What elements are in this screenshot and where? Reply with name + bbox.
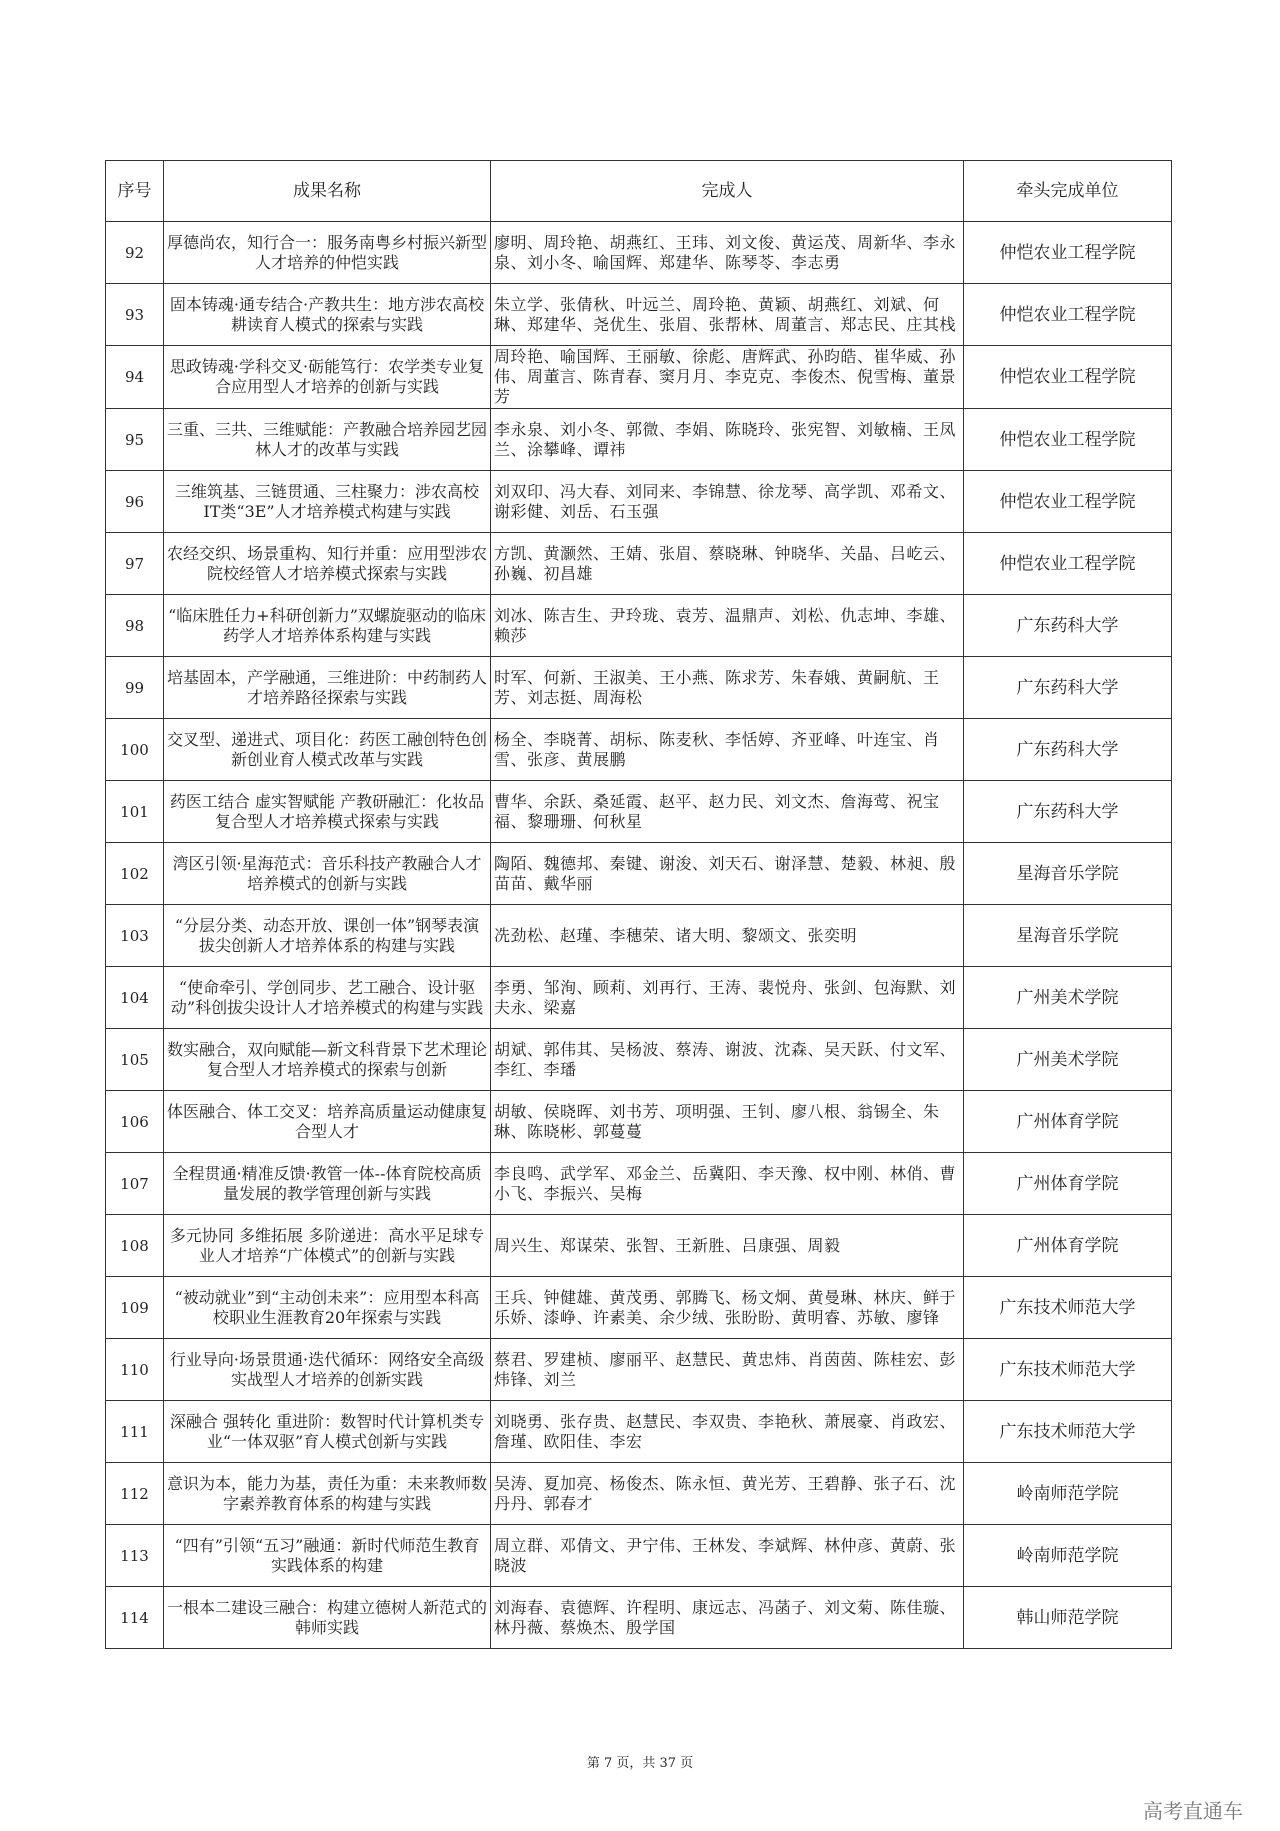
row-unit: 仲恺农业工程学院 — [964, 346, 1172, 409]
table-row — [106, 1525, 1172, 1587]
row-title: 全程贯通·精准反馈·教管一体--体育院校高质量发展的教学管理创新与实践 — [164, 1153, 491, 1215]
row-unit: 星海音乐学院 — [964, 843, 1172, 905]
row-people: 李永泉、刘小冬、郭微、李娟、陈晓玲、张宪智、刘敏楠、王凤兰、涂攀峰、谭祎 — [491, 409, 964, 471]
row-people: 蔡君、罗建桢、廖丽平、赵慧民、黄忠炜、肖茵茵、陈桂宏、彭炜锋、刘兰 — [491, 1339, 964, 1401]
row-title: “分层分类、动态开放、课创一体”钢琴表演拔尖创新人才培养体系的构建与实践 — [164, 905, 491, 967]
table-row — [106, 1339, 1172, 1401]
table-row — [106, 905, 1172, 967]
table-row — [106, 346, 1172, 409]
row-unit: 星海音乐学院 — [964, 905, 1172, 967]
row-people: 周玲艳、喻国辉、王丽敏、徐彪、唐辉武、孙昀皓、崔华威、孙伟、周董言、陈青春、窦月月、李克克、李俊杰、倪雪梅、董景芳 — [491, 346, 964, 409]
row-num: 104 — [106, 967, 164, 1029]
row-people: 曹华、余跃、桑延霞、赵平、赵力民、刘文杰、詹海莺、祝宝福、黎珊珊、何秋星 — [491, 781, 964, 843]
row-people: 陶陌、魏德邦、秦键、谢浚、刘天石、谢泽慧、楚毅、林昶、殷苗苗、戴华丽 — [491, 843, 964, 905]
table-row — [106, 1153, 1172, 1215]
row-title: 多元协同 多维拓展 多阶递进：高水平足球专业人才培养“广体模式”的创新与实践 — [164, 1215, 491, 1277]
row-unit: 广州体育学院 — [964, 1215, 1172, 1277]
row-num: 113 — [106, 1525, 164, 1587]
row-unit: 仲恺农业工程学院 — [964, 284, 1172, 346]
row-title: 行业导向·场景贯通·迭代循环：网络安全高级实战型人才培养的创新实践 — [164, 1339, 491, 1401]
row-title: 数实融合，双向赋能—新文科背景下艺术理论复合型人才培养模式的探索与创新 — [164, 1029, 491, 1091]
table-row — [106, 409, 1172, 471]
row-num: 111 — [106, 1401, 164, 1463]
table-header-row — [106, 161, 1172, 222]
row-unit: 广东技术师范大学 — [964, 1277, 1172, 1339]
achievements-table — [105, 160, 1172, 1649]
row-people: 周兴生、郑谋荣、张智、王新胜、吕康强、周毅 — [491, 1215, 964, 1277]
table-row — [106, 284, 1172, 346]
row-unit: 韩山师范学院 — [964, 1587, 1172, 1649]
row-num: 97 — [106, 533, 164, 595]
row-title: 固本铸魂·通专结合·产教共生：地方涉农高校耕读育人模式的探索与实践 — [164, 284, 491, 346]
table-row — [106, 1091, 1172, 1153]
row-people: 李勇、邹洵、顾莉、刘再行、王涛、裴悦舟、张剑、包海默、刘夫永、梁嘉 — [491, 967, 964, 1029]
row-num: 106 — [106, 1091, 164, 1153]
row-title: 药医工结合 虚实智赋能 产教研融汇：化妆品复合型人才培养模式探索与实践 — [164, 781, 491, 843]
row-title: 厚德尚农，知行合一：服务南粤乡村振兴新型人才培养的仲恺实践 — [164, 222, 491, 284]
row-people: 刘海春、袁德辉、许程明、康远志、冯菡子、刘文菊、陈佳璇、林丹薇、蔡焕杰、殷学国 — [491, 1587, 964, 1649]
row-num: 95 — [106, 409, 164, 471]
row-title: 交叉型、递进式、项目化：药医工融创特色创新创业育人模式改革与实践 — [164, 719, 491, 781]
watermark: 高考直通车 — [1143, 1799, 1243, 1823]
row-title: “临床胜任力+科研创新力”双螺旋驱动的临床药学人才培养体系构建与实践 — [164, 595, 491, 657]
table-row — [106, 1029, 1172, 1091]
row-title: 三维筑基、三链贯通、三柱聚力：涉农高校IT类“3E”人才培养模式构建与实践 — [164, 471, 491, 533]
row-unit: 广东药科大学 — [964, 781, 1172, 843]
row-people: 方凯、黄灏然、王婧、张眉、蔡晓琳、钟晓华、关晶、吕屹云、孙巍、初昌雄 — [491, 533, 964, 595]
row-unit: 仲恺农业工程学院 — [964, 409, 1172, 471]
table-row — [106, 657, 1172, 719]
table-row — [106, 1587, 1172, 1649]
row-num: 93 — [106, 284, 164, 346]
row-num: 99 — [106, 657, 164, 719]
row-title: 农经交织、场景重构、知行并重：应用型涉农院校经管人才培养模式探索与实践 — [164, 533, 491, 595]
row-title: “四有”引领“五习”融通：新时代师范生教育实践体系的构建 — [164, 1525, 491, 1587]
row-people: 时军、何新、王淑美、王小燕、陈求芳、朱春娥、黄嗣航、王芳、刘志挺、周海松 — [491, 657, 964, 719]
row-unit: 广东药科大学 — [964, 595, 1172, 657]
header-num: 序号 — [106, 161, 164, 222]
table-row — [106, 1215, 1172, 1277]
row-num: 94 — [106, 346, 164, 409]
row-num: 105 — [106, 1029, 164, 1091]
row-title: 体医融合、体工交叉：培养高质量运动健康复合型人才 — [164, 1091, 491, 1153]
row-title: 思政铸魂·学科交叉·砺能笃行：农学类专业复合应用型人才培养的创新与实践 — [164, 346, 491, 409]
row-title: 深融合 强转化 重进阶：数智时代计算机类专业“一体双驱”育人模式创新与实践 — [164, 1401, 491, 1463]
row-title: 培基固本，产学融通，三维进阶：中药制药人才培养路径探索与实践 — [164, 657, 491, 719]
page-number: 第 7 页，共 37 页 — [586, 1756, 694, 1771]
row-people: 朱立学、张倩秋、叶远兰、周玲艳、黄颖、胡燕红、刘斌、何琳、郑建华、尧优生、张眉、张帮林、周董言、郑志民、庄其栈 — [491, 284, 964, 346]
table-row — [106, 719, 1172, 781]
table-row — [106, 595, 1172, 657]
row-people: 刘晓勇、张存贵、赵慧民、李双贵、李艳秋、萧展豪、肖政宏、詹瑾、欧阳佳、李宏 — [491, 1401, 964, 1463]
row-title: 三重、三共、三维赋能：产教融合培养园艺园林人才的改革与实践 — [164, 409, 491, 471]
row-num: 98 — [106, 595, 164, 657]
row-people: 刘双印、冯大春、刘同来、李锦慧、徐龙琴、高学凯、邓希文、谢彩健、刘岳、石玉强 — [491, 471, 964, 533]
row-num: 102 — [106, 843, 164, 905]
row-title: “使命牵引、学创同步、艺工融合、设计驱动”科创拔尖设计人才培养模式的构建与实践 — [164, 967, 491, 1029]
row-people: 王兵、钟健雄、黄茂勇、郭腾飞、杨文炯、黄曼琳、林庆、鲜于乐娇、漆峥、许素美、余少绒、张盼盼、黄明睿、苏敏、廖锋 — [491, 1277, 964, 1339]
header-unit: 牵头完成单位 — [964, 161, 1172, 222]
row-unit: 广东技术师范大学 — [964, 1339, 1172, 1401]
table-row — [106, 1277, 1172, 1339]
row-num: 110 — [106, 1339, 164, 1401]
row-people: 杨全、李晓菁、胡标、陈麦秋、李恬婷、齐亚峰、叶连宝、肖雪、张彦、黄展鹏 — [491, 719, 964, 781]
table-row — [106, 1463, 1172, 1525]
row-num: 103 — [106, 905, 164, 967]
row-num: 100 — [106, 719, 164, 781]
row-unit: 广州美术学院 — [964, 967, 1172, 1029]
header-title: 成果名称 — [164, 161, 491, 222]
row-num: 108 — [106, 1215, 164, 1277]
row-title: 一根本二建设三融合：构建立德树人新范式的韩师实践 — [164, 1587, 491, 1649]
row-unit: 广东技术师范大学 — [964, 1401, 1172, 1463]
row-people: 廖明、周玲艳、胡燕红、王玮、刘文俊、黄运茂、周新华、李永泉、刘小冬、喻国辉、郑建华、陈琴苓、李志勇 — [491, 222, 964, 284]
row-unit: 岭南师范学院 — [964, 1525, 1172, 1587]
table-row — [106, 533, 1172, 595]
row-people: 刘冰、陈吉生、尹玲珑、袁芳、温鼎声、刘松、仇志坤、李雄、赖莎 — [491, 595, 964, 657]
row-people: 胡敏、侯晓晖、刘书芳、项明强、王钊、廖八根、翁锡全、朱琳、陈晓彬、郭蔓蔓 — [491, 1091, 964, 1153]
table-row — [106, 781, 1172, 843]
row-title: 湾区引领·星海范式：音乐科技产教融合人才培养模式的创新与实践 — [164, 843, 491, 905]
table-row — [106, 967, 1172, 1029]
row-num: 114 — [106, 1587, 164, 1649]
row-num: 112 — [106, 1463, 164, 1525]
row-people: 胡斌、郭伟其、吴杨波、蔡涛、谢波、沈森、吴天跃、付文军、李红、李璠 — [491, 1029, 964, 1091]
row-num: 107 — [106, 1153, 164, 1215]
row-unit: 仲恺农业工程学院 — [964, 471, 1172, 533]
header-people: 完成人 — [491, 161, 964, 222]
row-unit: 广州体育学院 — [964, 1091, 1172, 1153]
row-unit: 广州美术学院 — [964, 1029, 1172, 1091]
table-row — [106, 222, 1172, 284]
row-unit: 岭南师范学院 — [964, 1463, 1172, 1525]
row-people: 吴涛、夏加亮、杨俊杰、陈永恒、黄光芳、王碧静、张子石、沈丹丹、郭春才 — [491, 1463, 964, 1525]
row-unit: 广东药科大学 — [964, 719, 1172, 781]
table-row — [106, 471, 1172, 533]
row-unit: 仲恺农业工程学院 — [964, 533, 1172, 595]
row-people: 周立群、邓倩文、尹宁伟、王林发、李斌辉、林仲彦、黄蔚、张晓波 — [491, 1525, 964, 1587]
table-row — [106, 843, 1172, 905]
row-title: “被动就业”到“主动创未来”：应用型本科高校职业生涯教育20年探索与实践 — [164, 1277, 491, 1339]
row-num: 101 — [106, 781, 164, 843]
row-num: 96 — [106, 471, 164, 533]
row-people: 冼劲松、赵瑾、李穗荣、诸大明、黎颂文、张奕明 — [491, 905, 964, 967]
row-title: 意识为本，能力为基，责任为重：未来教师数字素养教育体系的构建与实践 — [164, 1463, 491, 1525]
row-unit: 仲恺农业工程学院 — [964, 222, 1172, 284]
row-num: 92 — [106, 222, 164, 284]
row-num: 109 — [106, 1277, 164, 1339]
row-unit: 广东药科大学 — [964, 657, 1172, 719]
table-row — [106, 1401, 1172, 1463]
row-people: 李良鸣、武学军、邓金兰、岳冀阳、李天豫、权中刚、林俏、曹小飞、李振兴、吴梅 — [491, 1153, 964, 1215]
row-unit: 广州体育学院 — [964, 1153, 1172, 1215]
